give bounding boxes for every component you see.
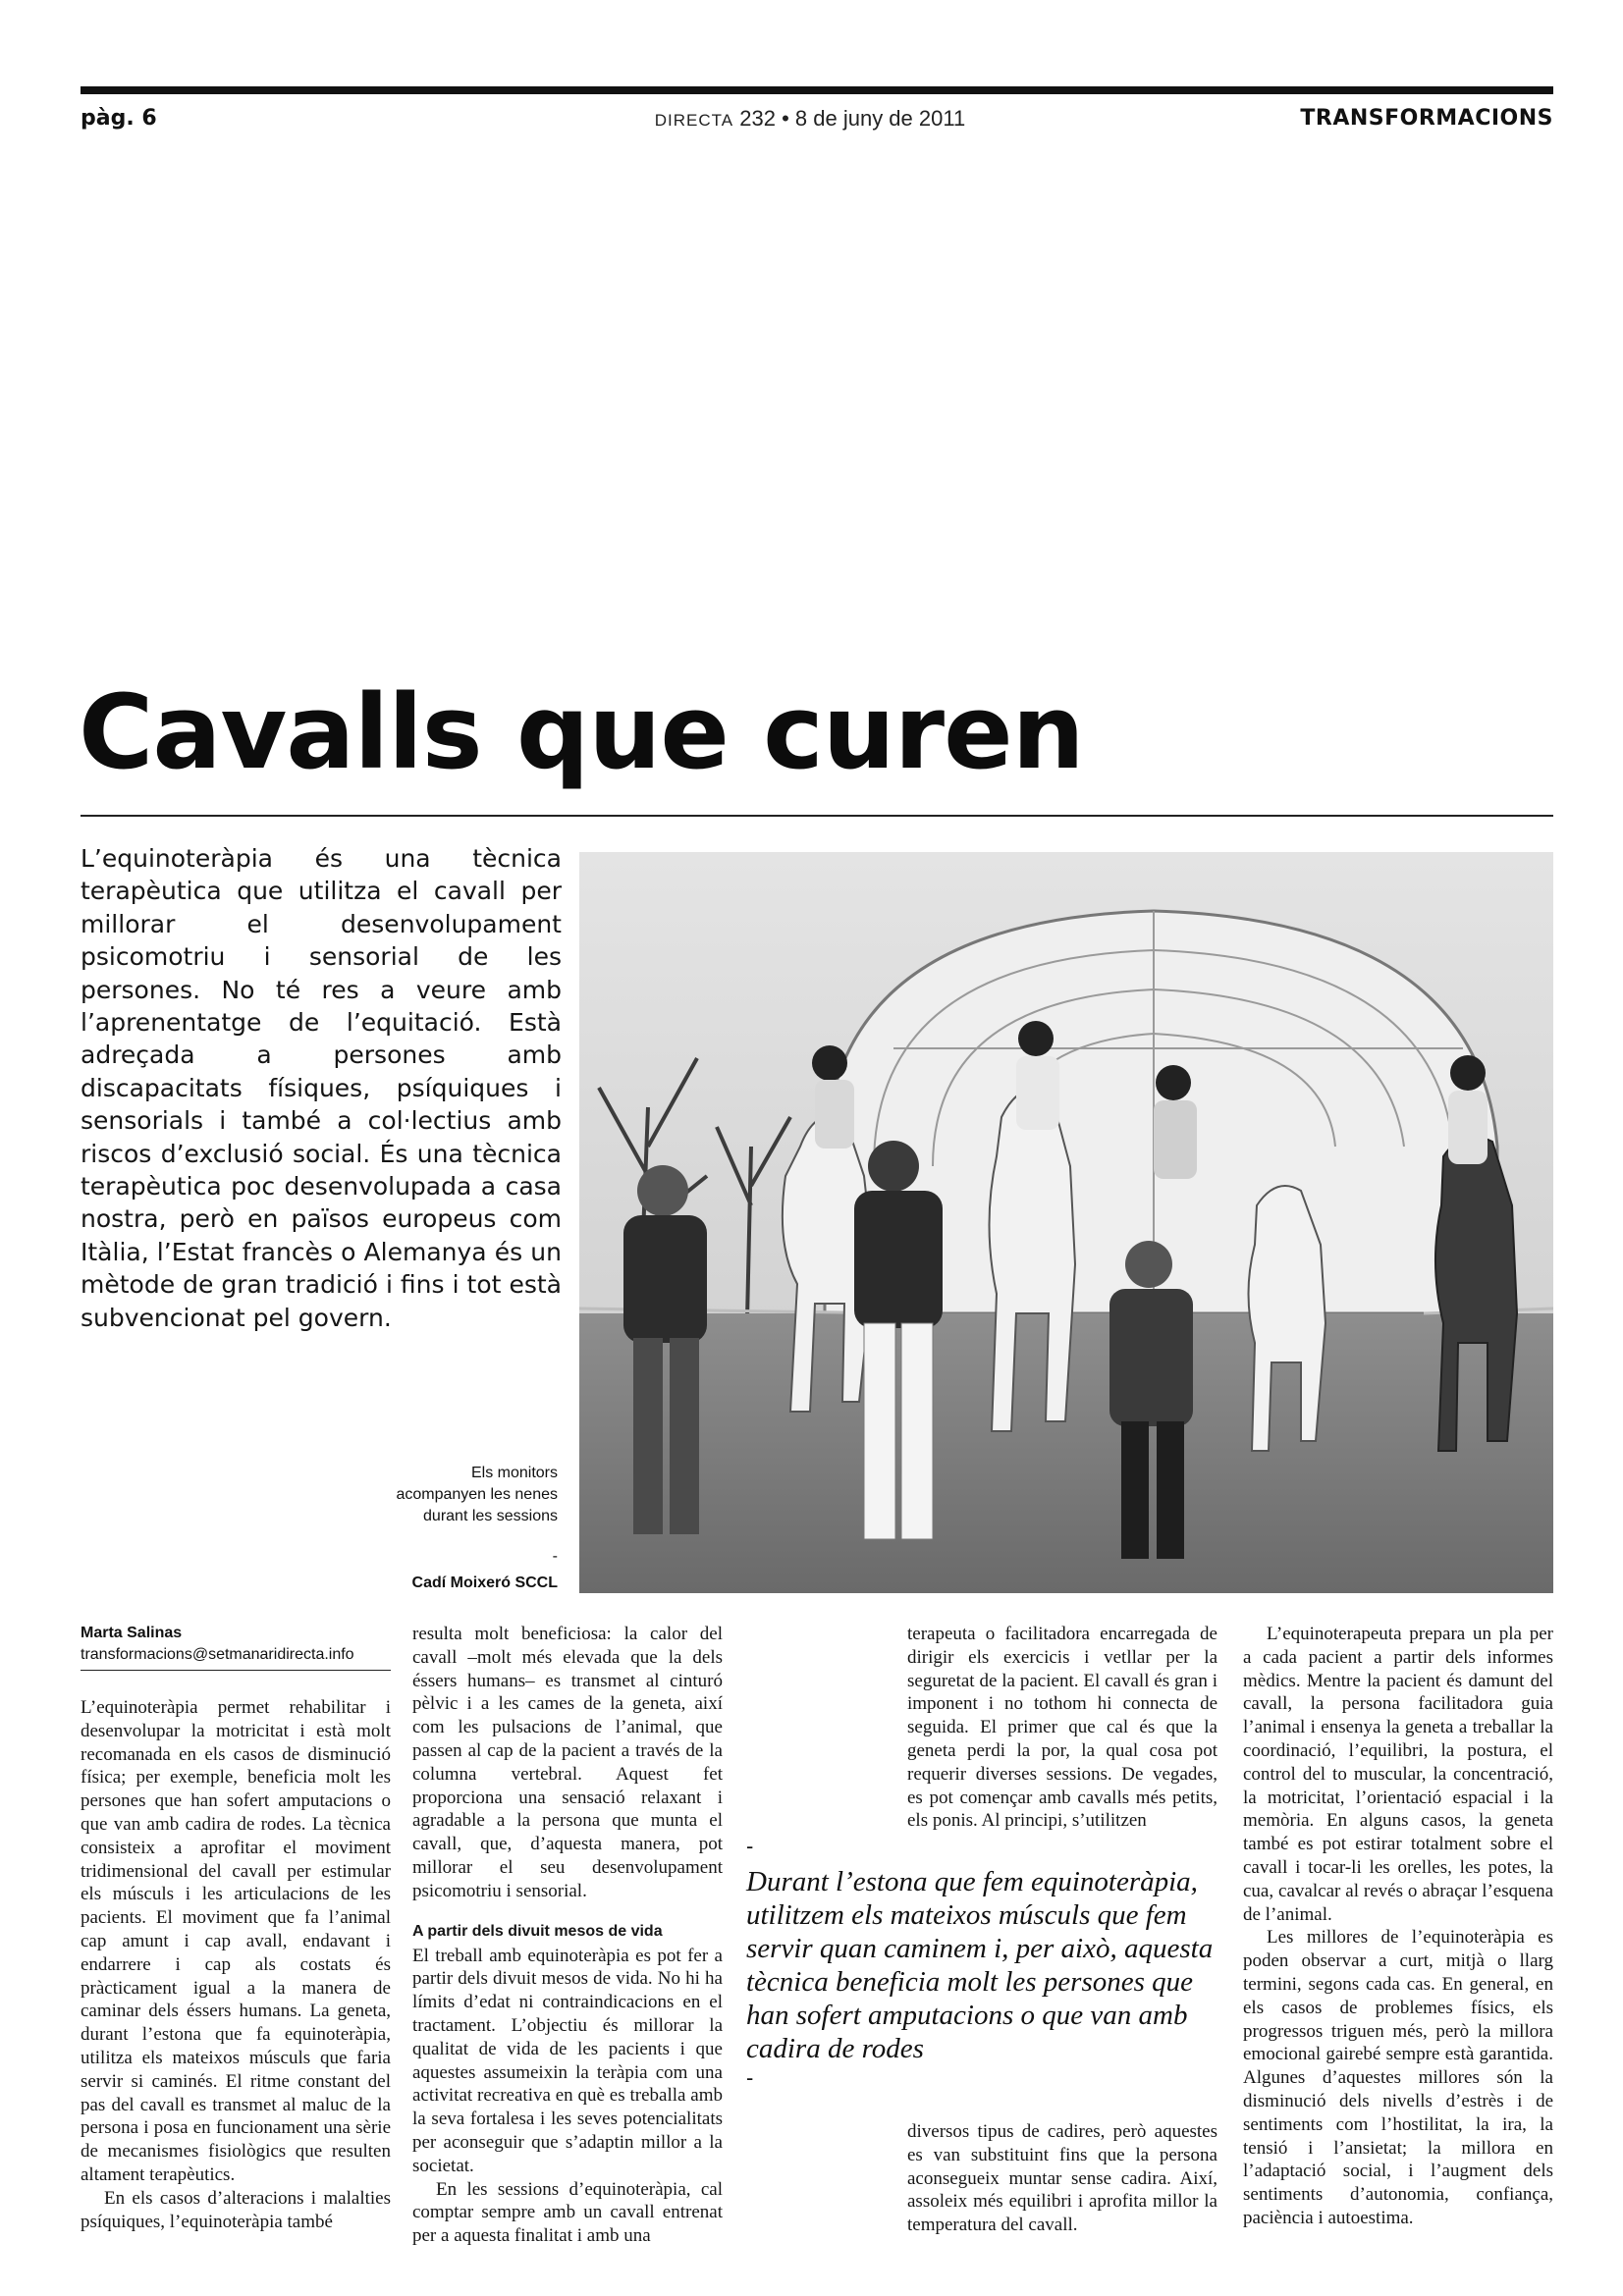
photo-credit: Cadí Moixeró SCCL: [411, 1575, 558, 1591]
lede: L’equinoteràpia és una tècnica terapèutica que utilitza el cavall per millorar el desenvolupament psicomotriu i sensorial de les persones. No té res a veure amb l’aprenentatge de l’equitació. Està adreçada a persones amb discapacitats físiques, psíquiques i sensorials i també a col·lectius amb riscos d’exclusió social. És una tècnica terapèutica poc desenvolupada a casa nostra, però en països europeus com Itàlia, l’Estat francès o Alemanya és un mètode de gran tradició i fins i tot està subvencionat pel govern.: [81, 844, 562, 1332]
issue-info: [609, 106, 1011, 133]
article-column-1: [81, 1696, 391, 2233]
article-photo: [579, 852, 1553, 1593]
headline: Cavalls que curen: [79, 672, 1084, 792]
paragraph: diversos tipus de cadires, però aquestes es van substituint fins que la persona aconsegueix muntar sense cadira. Així, assoleix més equilibri i aprofita millor la temperatura del cavall.: [907, 2121, 1217, 2236]
paragraph: resulta molt beneficiosa: la calor del cavall –molt més elevada que la dels éssers humans– es transmet al cinturó pèlvic i a les cames de la geneta, així com les pulsacions de l’animal, que passen al cap de la pacient a través de la columna vertebral. Aquest fet proporciona una sensació relaxant i agradable a la persona que munta el cavall, que, d’aquesta manera, pot millorar el seu desenvolupament psicomotriu i sensorial.: [412, 1624, 723, 1901]
author-email: transformacions@setmanaridirecta.info: [81, 1646, 354, 1663]
paragraph: L’equinoteràpia permet rehabilitar i desenvolupar la motricitat i està molt recomanada en els casos de disminució física; per exemple, beneficia molt les persones que han sofert amputacions o que van amb cadira de rodes. La tècnica consisteix a aprofitar el moviment tridimensional del cavall per estimular els músculs i les articulacions de les pacients. El moviment que fa l’animal cap amunt i cap avall, endavant i endarrere i cap als costats és pràcticament igual a la manera de caminar dels éssers humans. La geneta, durant l’estona que fa equinoteràpia, utilitza els mateixos músculs que faria servir si caminés. El ritme constant del pas del cavall es transmet al maluc de la persona i posa en funcionament una sèrie de mecanismes fisiològics que resulten altament terapèutics.: [81, 1697, 391, 2185]
photo-caption: Els monitors acompanyen les nenes durant les sessions: [396, 1465, 558, 1524]
byline: [81, 1623, 391, 1671]
paragraph: L’equinoterapeuta prepara un pla per a cada pacient a partir dels informes mèdics. Mentre la pacient és damunt del cavall, la persona facilitadora guia l’animal i ensenya la geneta a treballar la coordinació, l’equilibri, la postura, el control del to muscular, la concentració, la motricitat, l’orientació espacial i la memòria. En alguns casos, la geneta també es pot estirar totalment sobre el cavall i tocar-li les orelles, les potes, la cua, cavalcar al revés o abraçar l’esquena de l’animal.: [1243, 1624, 1553, 1925]
article-column-4: [1243, 1623, 1553, 2230]
paragraph: El treball amb equinoteràpia es pot fer a partir dels divuit mesos de vida. No hi ha límits d’edat ni contraindicacions en el tractament. L’objectiu és millorar la qualitat de vida de les pacients i que aquestes assumeixin la teràpia com una activitat recreativa en què es treballa amb la seva fortalesa i les seves potencialitats per aconseguir que s’adaptin millor a la societat.: [412, 1945, 723, 2176]
pullquote: Durant l’estona que fem equinoteràpia, utilitzem els mateixos músculs que fem servir quan caminem i, per això, aquesta tècnica beneficia molt les persones que han sofert amputacions o que van amb cadira de rodes: [746, 1866, 1214, 2064]
pullquote-mark-bottom: -: [746, 2065, 754, 2090]
article-column-3-top: [907, 1623, 1217, 1833]
brand-name: DIRECTA: [654, 111, 734, 130]
subheading: A partir dels divuit mesos de vida: [412, 1922, 663, 1940]
headline-rule: [81, 815, 1553, 817]
article-column-2: [412, 1623, 723, 2248]
article-column-3-bottom: [907, 2120, 1217, 2237]
horses-photo-illustration: [579, 852, 1553, 1593]
pullquote-mark-top: -: [746, 1834, 754, 1858]
page-number: pàg. 6: [81, 106, 157, 131]
paragraph: terapeuta o facilitadora encarregada de dirigir els exercicis i vetllar per la seguretat de la pacient. El cavall és gran i imponent i no tothom hi connecta de seguida. El primer que cal és que la geneta perdi la por, la qual cosa pot requerir diverses sessions. De vegades, es pot començar amb cavalls més petits, els ponis. Al principi, s’utilitzen: [907, 1624, 1217, 1832]
paragraph: Les millores de l’equinoteràpia es poden observar a curt, mitjà o llarg termini, segons cada cas. En general, en els casos de problemes físics, els progressos triguen més, però la millora emocional gairebé sempre està garantida. Algunes d’aquestes millores són la disminució dels nivells d’estrès i de sentiments com l’hostilitat, la ira, la tensió i l’ansietat; la millora en l’adaptació social, i l’augment dels sentiments d’autonomia, confiança, paciència i autoestima.: [1243, 1927, 1553, 2228]
paragraph: En els casos d’alteracions i malalties psíquiques, l’equinoteràpia també: [81, 2187, 391, 2232]
issue-date: 232 • 8 de juny de 2011: [739, 106, 966, 131]
top-rule: [81, 86, 1553, 94]
caption-separator: -: [552, 1548, 558, 1565]
byline-rule: [81, 1670, 391, 1671]
author-name: Marta Salinas: [81, 1625, 183, 1641]
section-name: TRANSFORMACIONS: [1300, 106, 1553, 131]
paragraph: En les sessions d’equinoteràpia, cal comptar sempre amb un cavall entrenat per a aquesta finalitat i amb una: [412, 2178, 723, 2247]
